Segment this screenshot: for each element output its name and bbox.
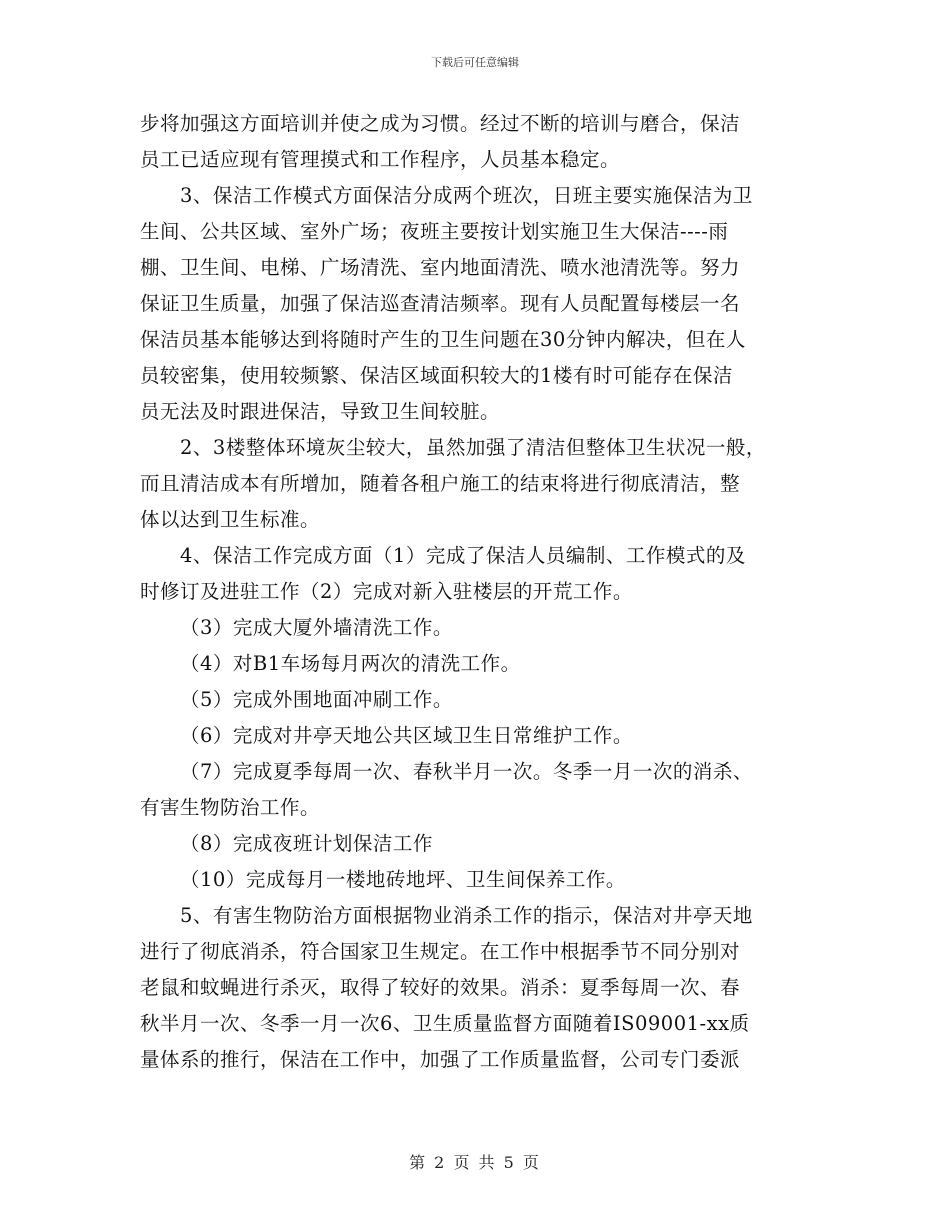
- text-line: 生间、公共区域、室外广场；夜班主要按计划实施卫生大保洁----雨: [140, 220, 729, 243]
- text-line: 棚、卫生间、电梯、广场清洗、室内地面清洗、喷水池清洗等。努力: [140, 256, 741, 279]
- text-line: 而且清洁成本有所增加，随着各租户施工的结束将进行彻底清洁，整: [140, 472, 741, 495]
- text-line: 保洁员基本能够达到将随时产生的卫生问题在30分钟内解决，但在人: [140, 328, 746, 351]
- document-body: [140, 106, 812, 1078]
- text-line: 员无法及时跟进保洁，导致卫生间较脏。: [140, 400, 501, 423]
- text-line: 时修订及进驻工作（2）完成对新入驻楼层的开荒工作。: [140, 580, 633, 603]
- text-line: 量体系的推行，保洁在工作中，加强了工作质量监督，公司专门委派: [140, 1048, 741, 1071]
- text-line: 秋半月一次、冬季一月一次6、卫生质量监督方面随着IS09001-xx质: [140, 1012, 750, 1035]
- text-line: 员工已适应现有管理摸式和工作程序，人员基本稳定。: [140, 148, 621, 171]
- page-header: 下载后可任意编辑: [431, 56, 519, 69]
- text-line: 3、保洁工作模式方面保洁分成两个班次，日班主要实施保洁为卫: [180, 184, 753, 207]
- text-line: 有害生物防治工作。: [140, 796, 321, 819]
- text-line: 进行了彻底消杀，符合国家卫生规定。在工作中根据季节不同分别对: [140, 940, 741, 963]
- text-line: （6）完成对井亭天地公共区域卫生日常维护工作。: [180, 724, 633, 747]
- text-line: 5、有害生物防治方面根据物业消杀工作的指示，保洁对井亭天地: [180, 904, 753, 927]
- text-line: （10）完成每月一楼地砖地坪、卫生间保养工作。: [180, 868, 626, 891]
- text-line: 老鼠和蚊蝇进行杀灭，取得了较好的效果。消杀：夏季每周一次、春: [140, 976, 741, 999]
- text-line: （5）完成外围地面冲刷工作。: [180, 688, 453, 711]
- text-line: 2、3楼整体环境灰尘较大，虽然加强了清洁但整体卫生状况一般，: [180, 436, 766, 459]
- text-line: 体以达到卫生标准。: [140, 508, 321, 531]
- text-line: 员较密集，使用较频繁、保洁区域面积较大的1楼有时可能存在保洁: [140, 364, 733, 387]
- text-line: （3）完成大厦外墙清洗工作。: [180, 616, 453, 639]
- text-line: 保证卫生质量，加强了保洁巡查清洁频率。现有人员配置每楼层一名: [140, 292, 741, 315]
- page-number: 第 2 页 共 5 页: [409, 1153, 541, 1172]
- text-line: （7）完成夏季每周一次、春秋半月一次。冬季一月一次的消杀、: [180, 760, 753, 783]
- text-line: （4）对B1车场每月两次的清洗工作。: [180, 652, 521, 675]
- text-line: 步将加强这方面培训并使之成为习惯。经过不断的培训与磨合，保洁: [140, 112, 741, 135]
- text-line: （8）完成夜班计划保洁工作: [180, 832, 433, 855]
- text-line: 4、保洁工作完成方面（1）完成了保洁人员编制、工作模式的及: [180, 544, 746, 567]
